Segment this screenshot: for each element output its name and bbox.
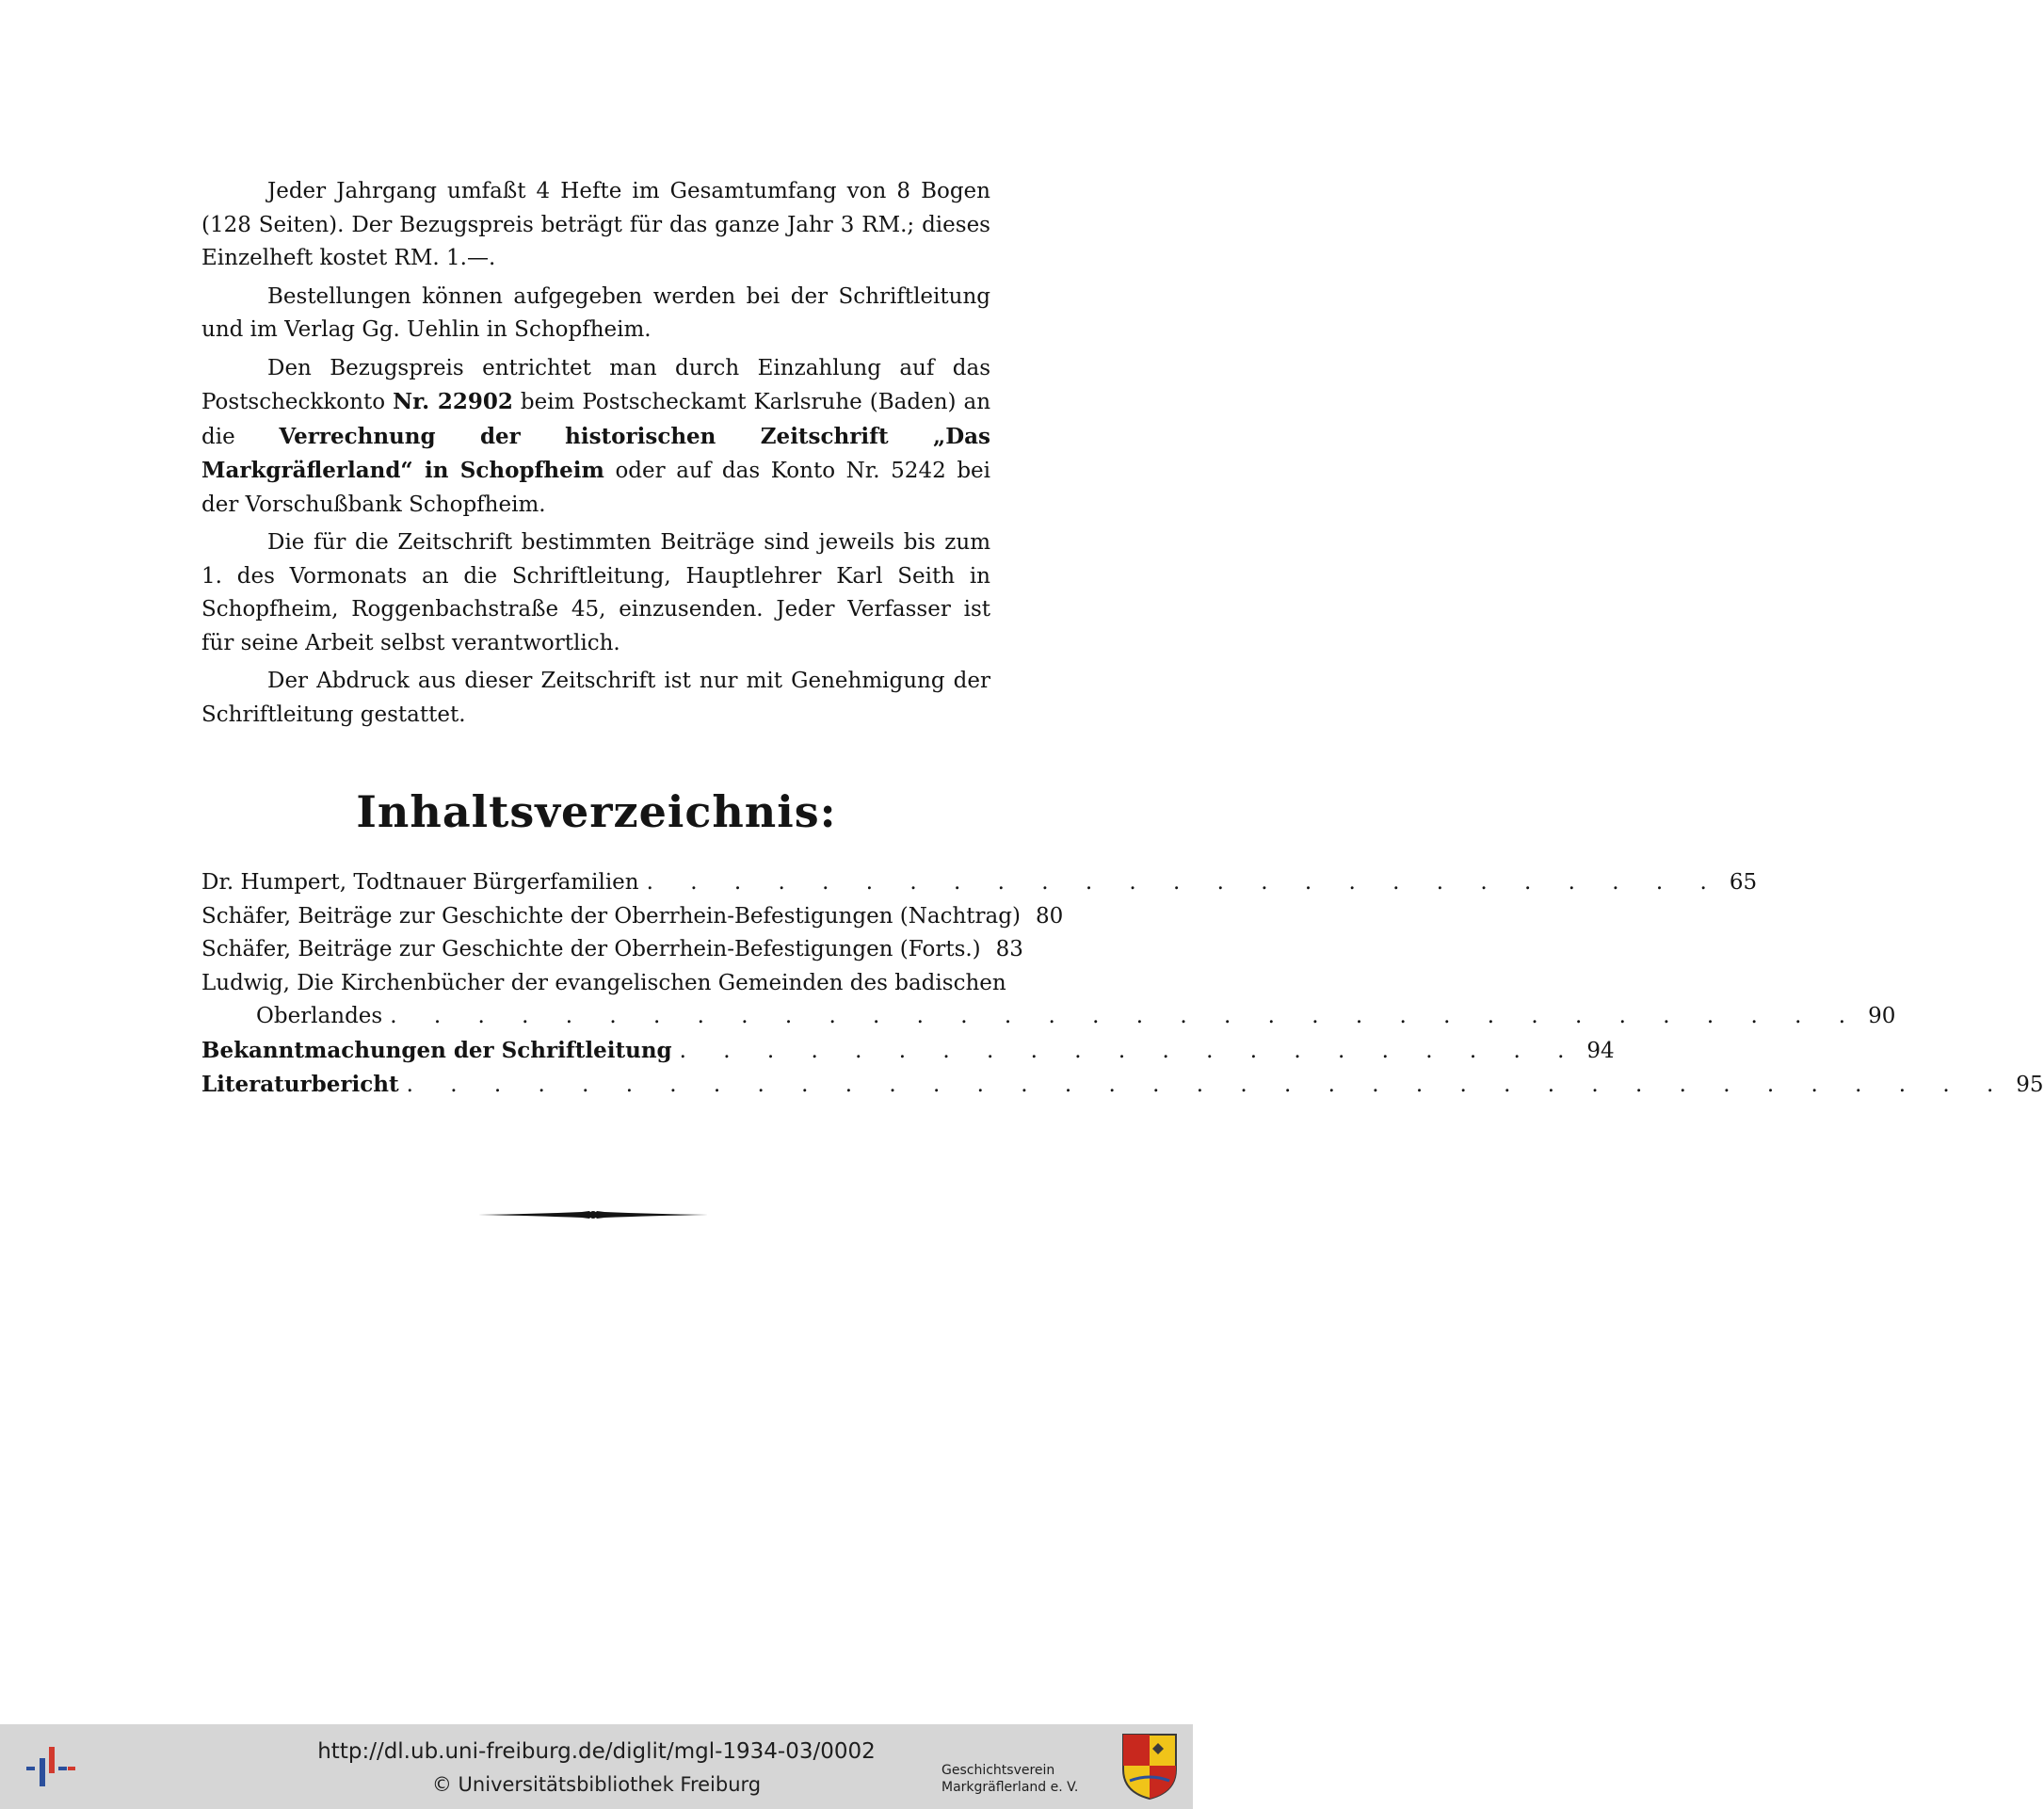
society-name-line2: Markgräflerland e. V. (942, 1780, 1079, 1795)
paragraph-payment (201, 352, 990, 523)
toc-entry-page: 80 (1035, 903, 1064, 929)
paragraph-orders: Bestellungen können aufgegeben werden bei der Schriftleitung und im Verlag Gg. Uehlin in Schopfheim. (201, 283, 990, 342)
society-name (942, 1762, 1111, 1796)
toc-heading: Inhaltsverzeichnis: (356, 786, 837, 837)
viewer-footer (0, 1724, 1193, 1809)
coat-of-arms-icon[interactable] (1120, 1732, 1179, 1801)
toc-entry-title: Bekanntmachungen der Schriftleitung (201, 1037, 672, 1063)
payment-text-a: Den Bezugspreis entrichtet man durch Einzahlung auf das Postscheckkonto (201, 355, 990, 414)
toc-entry-title: Dr. Humpert, Todtnauer Bürgerfamilien (201, 870, 639, 895)
payment-text-c: beim Postscheckamt Karlsruhe (Baden) an die (201, 390, 991, 449)
payment-recipient: Verrechnung der historischen Zeitschrift „Das Markgräflerland“ in Schopfheim (201, 423, 990, 483)
toc-entry-page: 95 (2016, 1073, 2044, 1097)
toc-entry (201, 1034, 1615, 1069)
toc-entry-page: 83 (995, 937, 1023, 961)
toc-leader-dots: . . . . . . . . . . . . . . . . . . . . . . . . . . . . . . . . . . (390, 1004, 1861, 1028)
toc-entry-title: Schäfer, Beiträge zur Geschichte der Oberrhein-Befestigungen (Forts.) (201, 937, 981, 961)
paragraph-volume-info: Jeder Jahrgang umfaßt 4 Hefte im Gesamtumfang von 8 Bogen (128 Seiten). Der Bezugspreis beträgt für das ganze Jahr 3 RM.; dieses Einzelheft kostet RM. 1.—. (201, 179, 990, 270)
payment-text-e: oder auf das Konto Nr. 5242 bei der Vorschußbank Schopfheim. (201, 459, 991, 517)
table-of-contents (201, 866, 2044, 1103)
paragraph-contributions: Die für die Zeitschrift bestimmten Beiträge sind jeweils bis zum 1. des Vormonats an die Schriftleitung, Hauptlehrer Karl Seith in Schopfheim, Roggenbachstraße 45, einzusenden. Jeder Verfasser ist für seine Arbeit selbst verantwortlich. (201, 530, 990, 655)
toc-leader-dots: . . . . . . . . . . . . . . . . . . . . . . . . . . . . . . . . . . . . . (406, 1073, 2009, 1097)
paragraph-reprint: Der Abdruck aus dieser Zeitschrift ist nur mit Genehmigung der Schriftleitung gestattet. (201, 669, 990, 727)
toc-leader-dots: . . . . . . . . . . . . . . . . . . . . . . . . . (646, 870, 1722, 895)
toc-entry-page: 90 (1868, 1004, 1896, 1028)
toc-entry-page: 94 (1586, 1038, 1615, 1063)
document-url-link[interactable]: http://dl.ub.uni-freiburg.de/diglit/mgl-1934-03/0002 (317, 1739, 876, 1764)
copyright-notice: © Universitätsbibliothek Freiburg (431, 1773, 762, 1796)
toc-entry-page: 65 (1729, 870, 1758, 895)
payment-account-number: Nr. 22902 (393, 389, 513, 414)
toc-entry-title: Schäfer, Beiträge zur Geschichte der Oberrhein-Befestigungen (Nachtrag) (201, 903, 1021, 929)
society-name-line1: Geschichtsverein (942, 1763, 1055, 1778)
toc-entry (201, 1068, 2044, 1103)
toc-entry-title: Literaturbericht (201, 1072, 399, 1097)
toc-entry (201, 866, 1758, 900)
info-text (201, 175, 990, 736)
toc-leader-dots: . . . . . . . . . . . . . . . . . . . . . (679, 1038, 1580, 1063)
toc-entry (201, 967, 1006, 1001)
toc-entry-continuation (201, 1000, 1896, 1034)
toc-entry-title-continuation: Oberlandes (256, 1004, 383, 1028)
toc-entry (201, 933, 1023, 967)
toc-entry-title: Ludwig, Die Kirchenbücher der evangelischen Gemeinden des badischen (201, 970, 1006, 995)
toc-entry (201, 900, 1064, 934)
ornament-divider-icon (478, 1205, 708, 1224)
